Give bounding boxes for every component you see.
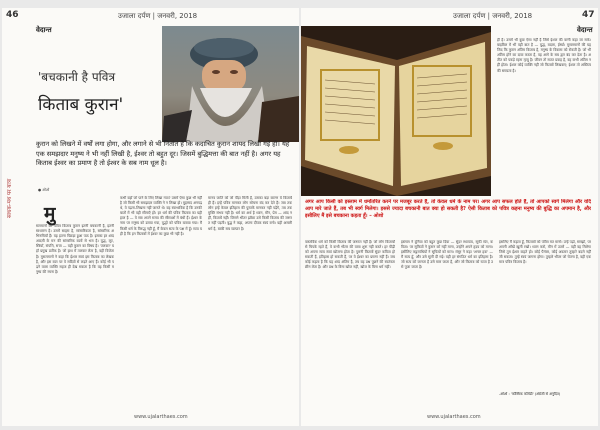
article-title-line2: किताब कुरान' — [38, 95, 124, 115]
article-photo-left — [162, 26, 299, 142]
right-column-3: इसलिए मैं कहता हूँ, किताबों को पवित्र मत मानो। उन्हें पढ़ो, समझो, पर अपनी आँखें खुली रखो। ध्यान करो, मौन में उतरो — वहीं वह मिलेगा जिसे तुम ईश्वर कहते हो। कोई पैगंबर, कोई अवतार तुम्हारे बदले नहीं जी सकता। तुम्हें स्वयं जागना होगा। तुम्हारे भीतर जो चेतना है, वही एकमात्र पवित्र किताब है। — [499, 240, 591, 265]
article-photo-right — [301, 26, 491, 196]
drop-cap: मु — [44, 203, 56, 225]
osho-portrait-icon — [162, 26, 299, 142]
left-column-2: कभी यहाँ जो पाने के लिए लिखा गया? उसमें ऐसा कुछ भी नहीं है जो किसी भी समझदार व्यक्ति ने न लिखा हो। मुहम्मद अनपढ़ थे, वे पढ़ना-लिखना नहीं जानते थे। यह स्वाभाविक है कि उनकी बातों में भी वही सीमाएँ हों। हर धर्म की पवित्र किताब का यही हाल है — वे सब अपने समय की सीमाओं में बंधी हैं। ईश्वर के नाम पर मनुष्य को डराया गया, युद्धों को पवित्र बताया गया। मैं किसी धर्म के विरुद्ध नहीं हूँ, मैं केवल सत्य के पक्ष में हूँ। सत्य यही है कि इन किताबों में ईश्वर का कुछ भी नहीं है। — [120, 196, 202, 236]
left-column-1: सलमानों को पवित्र किताब कुरान इतनी बचकानी है, इतनी साधारण है। उसमें साहस है, सांसारिकता है, सांसारिक अभिरुचियाँ हैं। यह इतना पिछड़ा हुआ पाठ है। इसका हर शब्द आदमी के मन की सांसारिक बातों से भरा है। युद्ध, लूट, स्त्रियाँ, संपत्ति, सत्ता — यही कुरान का विषय है। 'तलवार' यहाँ प्रमुख प्रतीक है। जो हाथ में तलवार लेता है, वही विजेता है। मुसलमानों ने कहा कि ईश्वर स्वयं इस किताब का लेखक है, और इस बात पर वे सदियों से लड़ते आए हैं। कोई भी पढ़ने वाला व्यक्ति सहज ही देख सकता है कि यह किसी मनुष्य की रचना है। — [36, 224, 114, 274]
right-top-column: ही है। उसमें भी कुछ ऐसा नहीं है जिसे ईश्वर की वाणी कहा जा सके। बाइबिल में भी वही बात है — युद्ध, बदला, ईर्ष्या। मुसलमानों की यह जिद कि कुरान अंतिम किताब है, मनुष्य के विकास को रोकती है। जो भी अंतिम होने का दावा करता है, वह आगे के सब द्वार बंद कर देता है। अतीत को पकड़े रहना मृत्यु है। जीवन तो सतत प्रवाह है, वह कभी अंतिम नहीं होता। ईश्वर कोई व्यक्ति नहीं जो किताबें लिखवाए; ईश्वर तो अस्तित्व की समग्रता है। — [497, 38, 591, 73]
right-section-label: वेदान्त — [577, 26, 593, 34]
left-page-header: उजाला दर्पण | जनवरी, 2018 — [118, 12, 198, 20]
left-footer: www.ujalarthaes.com — [134, 414, 188, 420]
pull-quote: अगर आप किसी को इस्लाम में धर्मांतरित करने पर मजबूर करते हैं, तो केवल धर्म के नाम पर। अगर आप सफल होते हैं, तो आपको स्वर्ग मिलेगा और यदि आप मारे जाते हैं, तब भी स्वर्ग मिलेगा। इससे ज्यादा बचकानी बात क्या हो सकती है? ऐसी किताब को पवित्र कहना मनुष्य की बुद्धि का अपमान है, और इसीलिए मैं इसे बचकाना कहता हूँ। – ओशो — [305, 199, 591, 219]
article-title-line1: 'बचकानी है पवित्र — [38, 70, 116, 84]
quran-book-icon — [301, 26, 491, 196]
right-page-header: उजाला दर्पण | जनवरी, 2018 — [453, 12, 533, 20]
left-section-label: वेदान्त — [36, 26, 52, 34]
right-footer: www.ujalarthaes.com — [427, 414, 481, 420]
right-column-2: इस्लाम ने दुनिया को बहुत कुछ दिया — सुंदर स्थापत्य, सूफी संत, कविता। पर सूफियों ने कुरान को नहीं माना, उन्होंने अपने हृदय को माना। इसीलिए कट्टरपंथियों ने सूफियों को मारा। मंसूर ने कहा 'अनल हक' — मैं सत्य हूँ, और उसे सूली दी गई। यही हर संगठित धर्म का इतिहास है। जो सत्य को जानता है उसे मारा जाता है, और जो किताब को रटता है उसे पूजा जाता है। — [401, 240, 493, 270]
left-column-3: मानव जाति को जो पीड़ा मिली है, उसका बड़ा कारण ये किताबें ही हैं। इन्हें पवित्र मानकर लोग सोचना बंद कर देते हैं। जब तक लोग इन्हें केवल इतिहास की पुस्तकें मानकर नहीं पढ़ेंगे, तब तक मुक्ति संभव नहीं है। धर्म का अर्थ है ध्यान, मौन, प्रेम — शब्द नहीं, किताबें नहीं। जिसने भीतर झाँका उसे किसी किताब की जरूरत नहीं पड़ती। बुद्ध ने कहा, अपना दीपक स्वयं बनो। यही असली धर्म है, बाकी सब व्यापार है। — [208, 196, 292, 231]
byline: ● ओशो — [38, 188, 50, 192]
right-column-1: वास्तविक धर्म को किसी किताब की जरूरत नहीं है। जो लोग किताबों से चिपके रहते हैं, वे कभी भीतर की यात्रा शुरू नहीं करते। हर पीढ़ी को अपना सत्य स्वयं खोजना होता है। पुरानी किताबें सुंदर कविता हो सकती हैं, इतिहास हो सकती हैं, पर वे ईश्वर का प्रमाण नहीं हैं। जब कोई कहता है कि यह शब्द अंतिम है, तब वह प्रश्न पूछने की स्वतंत्रता छीन लेता है। और प्रश्न के बिना खोज नहीं, खोज के बिना धर्म नहीं। — [305, 240, 395, 270]
article-intro: कुरान को लिखने में वर्षों लगा होगा, और लगाने से भी नितांत है कि कदाचित कुरान शायद लिखी गई हो। यह एक समझदार मनुष्य ने भी नहीं लिखी है, ईश्वर तो बहुत दूर। जिसमें बुद्धिमत्ता की बात नहीं है। अगर यह किताब ईश्वर का प्रमाण है तो ईश्वर के सब नाम धूल है। — [36, 140, 290, 168]
right-page-number: 47 — [582, 10, 595, 20]
left-page — [2, 8, 299, 426]
left-page-number: 46 — [6, 10, 19, 20]
source-note: -ओशो : 'कॉस्मिक कॉमेडी' (अंग्रेजी से अनुदित) — [499, 392, 561, 396]
side-label: साधक-पथ पर यात्रा — [7, 178, 13, 218]
right-page — [301, 8, 598, 426]
